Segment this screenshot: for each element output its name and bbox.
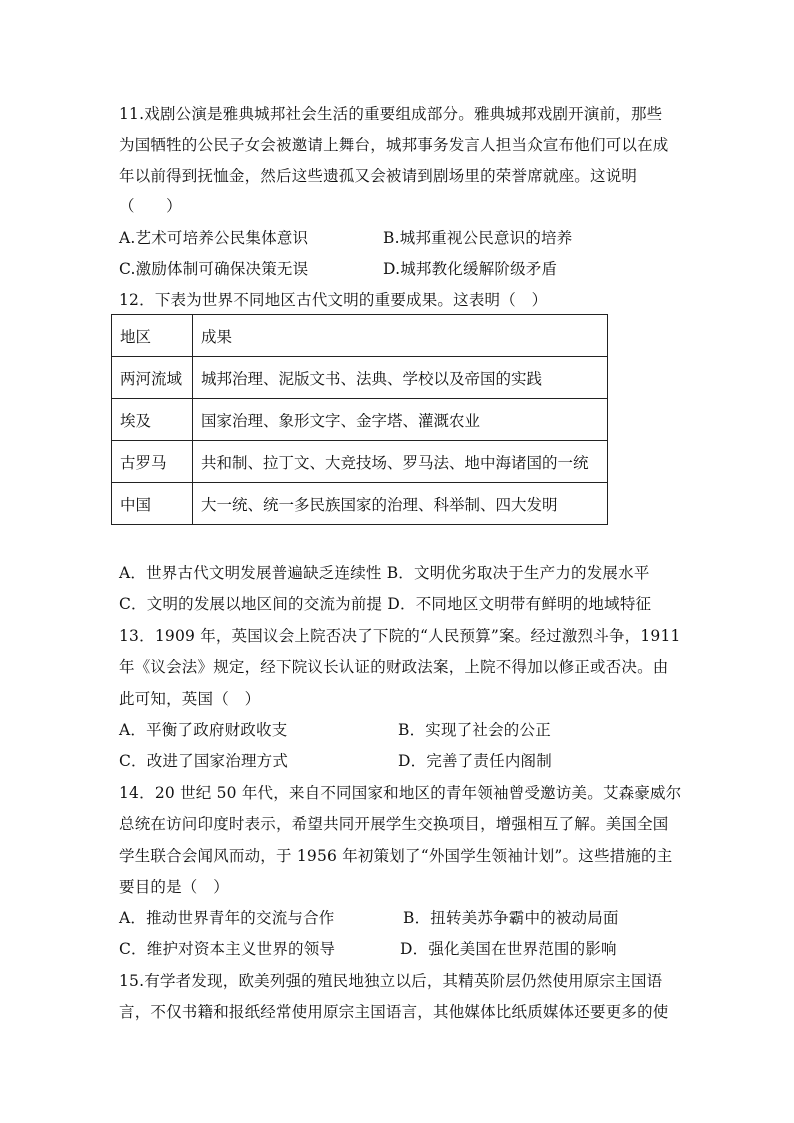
table-row	[112, 357, 608, 399]
q13-option-b: B．实现了社会的公正	[398, 721, 551, 739]
q11-option-b: B.城邦重视公民意识的培养	[383, 229, 573, 247]
table-cell-region: 古罗马	[112, 441, 193, 483]
q14-stem-line-3: 学生联合会闻风而动，于 1956 年初策划了“外国学生领袖计划”。这些措施的主	[119, 847, 673, 865]
q13-option-a: A．平衡了政府财政收支	[119, 721, 288, 739]
table-cell-region: 埃及	[112, 399, 193, 441]
q11-stem-line-1: 11.戏剧公演是雅典城邦社会生活的重要组成部分。雅典城邦戏剧开演前，那些	[119, 105, 663, 123]
q12-options-line-2: C．文明的发展以地区间的交流为前提 D．不同地区文明带有鲜明的地域特征	[119, 595, 652, 613]
table-row	[112, 399, 608, 441]
q13-stem-line-3: 此可知，英国（ ）	[119, 690, 261, 708]
q13-stem-line-1: 13．1909 年，英国议会上院否决了下院的“人民预算”案。经过激烈斗争，1911	[119, 627, 681, 645]
q11-option-c: C.激励体制可确保决策无误	[119, 260, 309, 278]
q14-option-b: B．扭转美苏争霸中的被动局面	[403, 909, 619, 927]
table-cell-region: 两河流域	[112, 357, 193, 399]
q11-stem-line-3: 年以前得到抚恤金，然后这些遗孤又会被请到剧场里的荣誉席就座。这说明	[119, 167, 638, 185]
q11-stem-line-2: 为国牺牲的公民子女会被邀请上舞台，城邦事务发言人担当众宣布他们可以在成	[119, 136, 669, 154]
q14-stem-line-2: 总统在访问印度时表示，希望共同开展学生交换项目，增强相互了解。美国全国	[119, 815, 669, 833]
q14-stem-line-1: 14．20 世纪 50 年代，来自不同国家和地区的青年领袖曾受邀访美。艾森豪威尔	[119, 784, 682, 802]
q14-option-a: A．推动世界青年的交流与合作	[119, 909, 335, 927]
q11-option-a: A.艺术可培养公民集体意识	[119, 229, 309, 247]
q11-option-d: D.城邦教化缓解阶级矛盾	[383, 260, 558, 278]
q15-stem-line-2: 言，不仅书籍和报纸经常使用原宗主国语言，其他媒体比纸质媒体还要更多的使	[119, 1003, 669, 1021]
q14-option-d: D．强化美国在世界范围的影响	[400, 940, 617, 958]
table-cell-achievements: 城邦治理、泥版文书、法典、学校以及帝国的实践	[193, 357, 608, 399]
q13-option-c: C．改进了国家治理方式	[119, 752, 289, 770]
q14-stem-line-4: 要目的是（ ）	[119, 878, 229, 896]
table-cell-achievements: 大一统、统一多民族国家的治理、科举制、四大发明	[193, 483, 608, 525]
table-header-row	[112, 315, 608, 357]
q13-option-d: D．完善了责任内阁制	[398, 752, 552, 770]
q15-stem-line-1: 15.有学者发现，欧美列强的殖民地独立以后，其精英阶层仍然使用原宗主国语	[119, 972, 663, 990]
table-header-achievements: 成果	[193, 315, 608, 357]
q14-option-c: C．维护对资本主义世界的领导	[119, 940, 336, 958]
table-row	[112, 441, 608, 483]
table-header-region: 地区	[112, 315, 193, 357]
table-cell-region: 中国	[112, 483, 193, 525]
table-cell-achievements: 共和制、拉丁文、大竞技场、罗马法、地中海诸国的一统	[193, 441, 608, 483]
table-cell-achievements: 国家治理、象形文字、金字塔、灌溉农业	[193, 399, 608, 441]
q11-stem-line-4: （ ）	[119, 197, 182, 215]
q12-options-line-1: A．世界古代文明发展普遍缺乏连续性 B．文明优劣取决于生产力的发展水平	[119, 564, 650, 582]
civilization-results-table	[111, 314, 608, 525]
q12-stem: 12．下表为世界不同地区古代文明的重要成果。这表明（ ）	[119, 291, 548, 309]
q13-stem-line-2: 年《议会法》规定，经下院议长认证的财政法案，上院不得加以修正或否决。由	[119, 658, 669, 676]
table-row	[112, 483, 608, 525]
